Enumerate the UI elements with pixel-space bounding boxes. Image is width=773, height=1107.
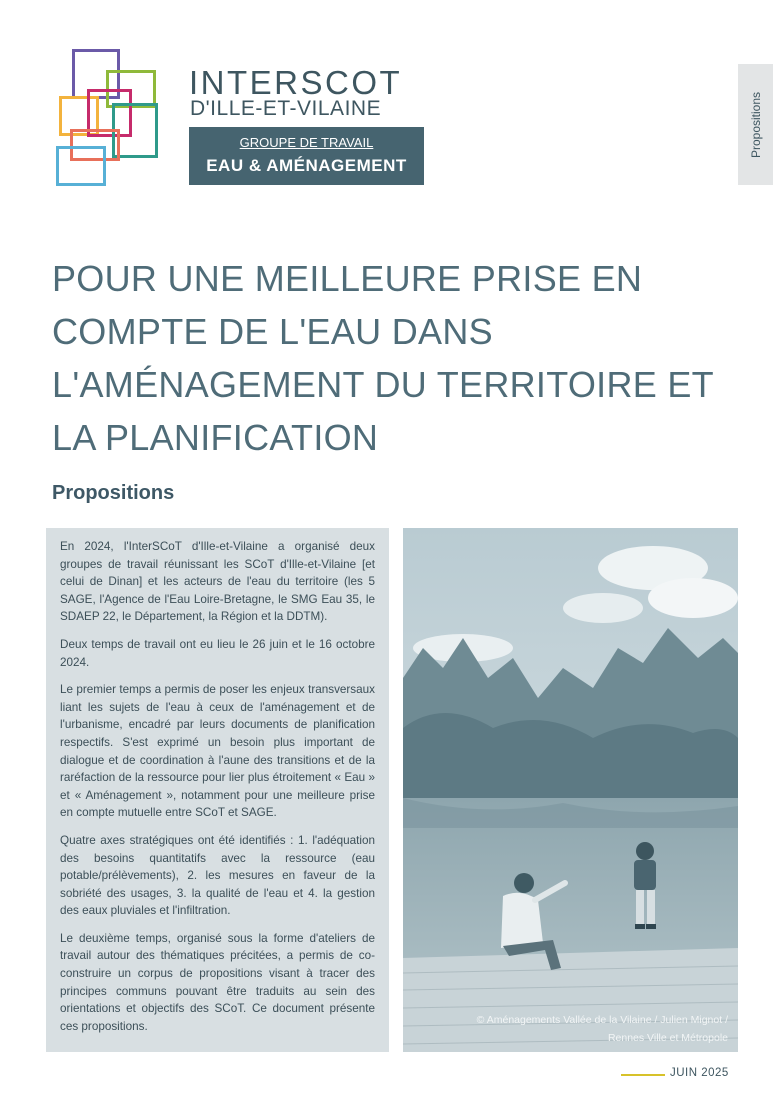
- working-group-badge: [189, 127, 424, 185]
- section-title: Propositions: [52, 482, 175, 504]
- lake-photo: [403, 528, 738, 1052]
- photo-credit-line-2: Rennes Ville et Métropole: [607, 1032, 728, 1044]
- working-group-name: EAU & AMÉNAGEMENT: [206, 156, 407, 175]
- lake-photo-illustration: [403, 528, 738, 1052]
- side-tab: [738, 64, 773, 185]
- brand-subtitle: D'ILLE-ET-VILAINE: [190, 97, 382, 120]
- photo-credit-line-1: © Aménagements Vallée de la Vilaine / Julien Mignot /: [476, 1014, 728, 1026]
- brand-name: INTERSCOT: [189, 64, 403, 101]
- paragraph: Le premier temps a permis de poser les enjeux transversaux liant les sujets de l'eau à ceux de l'aménagement et de l'urbanisme, encadré par leurs documents de planification respectifs. S'est exprimé un besoin plus important de dialogue et de coordination à l'aune des transitions et de la raréfaction de la ressource pour lier plus étroitement « Eau » et « Aménagement », notamment pour une meilleure prise en compte mutuelle entre SCoT et SAGE.: [60, 683, 375, 820]
- logo-square-blue: [56, 146, 106, 186]
- paragraph: Quatre axes stratégiques ont été identifiés : 1. l'adéquation des besoins quantitatifs avec la ressource (eau potable/prélèvements), 2. les mesures en faveur de la sobriété des usages, 3. la qualité de l'eau et 4. la gestion des eaux pluviales et l'infiltration.: [60, 833, 375, 918]
- paragraph: Deux temps de travail ont eu lieu le 26 juin et le 16 octobre 2024.: [60, 637, 375, 669]
- paragraph: Le deuxième temps, organisé sous la forme d'ateliers de travail autour des thématiques précitées, a permis de co-construire un corpus de propositions visant à tracer des principes communs pouvant être traduits au sein des orientations et objectifs des SCoT. Ce document présente ces propositions.: [60, 931, 375, 1033]
- intro-text-box: [46, 528, 389, 1052]
- interscot-logo-icon: [54, 49, 162, 189]
- page-title: POUR UNE MEILLEURE PRISE EN COMPTE DE L'EAU DANS L'AMÉNAGEMENT DU TERRITOIRE ET LA PLANIFICATION: [52, 258, 714, 458]
- footer-divider: [621, 1074, 665, 1076]
- working-group-label: GROUPE DE TRAVAIL: [239, 135, 374, 150]
- paragraph: En 2024, l'InterSCoT d'Ille-et-Vilaine a organisé deux groupes de travail réunissant les SCoT d'Ille-et-Vilaine [et celui de Dinan] et les acteurs de l'eau du territoire (les 5 SAGE, l'Agence de l'Eau Loire-Bretagne, le SMG Eau 35, le SDAEP 22, le Département, la Région et la DDTM).: [60, 540, 375, 624]
- side-tab-label: Propositions: [748, 91, 763, 158]
- photo-credit: [428, 1011, 728, 1047]
- publication-date: JUIN 2025: [670, 1067, 729, 1079]
